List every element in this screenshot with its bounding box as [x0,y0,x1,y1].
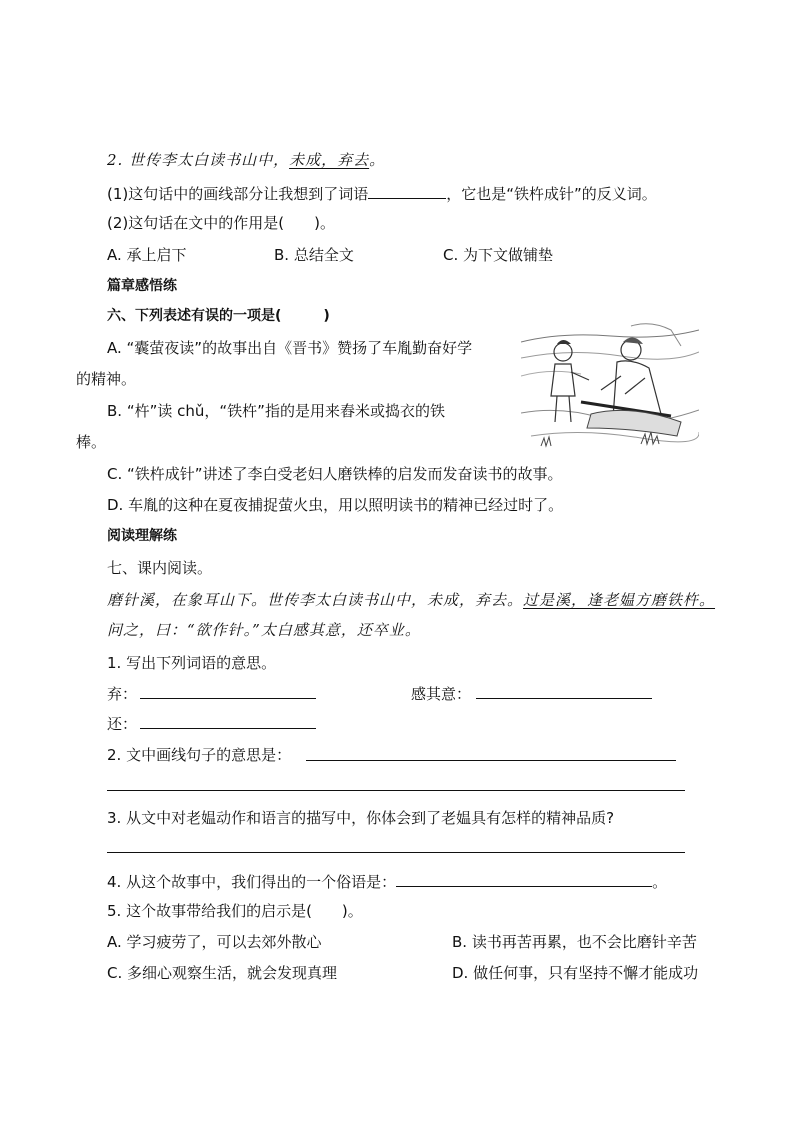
q7-sub4-text: 4. 从这个故事中，我们得出的一个俗语是： [107,873,397,891]
q6-title: 六、下列表述有误的一项是( ) [107,308,330,324]
q2-option-b[interactable]: B. 总结全文 [274,246,354,264]
word-ganqiyi-blank[interactable] [476,698,652,699]
q2-stem [107,150,385,170]
section-heading-reading: 阅读理解练 [107,528,177,544]
q6-option-b-line1[interactable]: B. “杵”读 chǔ，“铁杵”指的是用来舂米或捣衣的铁 [107,402,445,420]
q2-underlined-phrase: 未成，弃去 [289,151,370,169]
q7-sub4-blank[interactable] [396,870,652,887]
q7-sub2-blank[interactable] [306,760,676,761]
q2-prefix: 2. 世传李太白读书山中， [107,151,290,169]
word-qi-blank[interactable] [140,698,316,699]
q6-option-a-line1[interactable]: A. “囊萤夜读”的故事出自《晋书》赞扬了车胤勤奋好学 [107,339,473,357]
q2-option-a[interactable]: A. 承上启下 [107,246,187,264]
q7-passage-line1 [107,590,715,610]
q2-part2: (2)这句话在文中的作用是( )。 [107,214,335,232]
q7-sub3-blank[interactable] [107,852,685,853]
q2-part1-blank[interactable] [368,182,446,199]
q7-option-c[interactable]: C. 多细心观察生活，就会发现真理 [107,964,338,982]
q6-option-c[interactable]: C. “铁杵成针”讲述了李白受老妇人磨铁棒的启发而发奋读书的故事。 [107,465,563,483]
q7-option-b[interactable]: B. 读书再苦再累，也不会比磨针辛苦 [452,933,697,951]
q2-option-c[interactable]: C. 为下文做铺垫 [443,246,554,264]
word-huan-blank[interactable] [140,728,316,729]
q7-sub4 [107,870,667,892]
q7-sub2: 2. 文中画线句子的意思是： [107,746,292,764]
q6-option-d[interactable]: D. 车胤的这种在夏夜捕捉萤火虫，用以照明读书的精神已经过时了。 [107,496,564,514]
q7-sub1: 1. 写出下列词语的意思。 [107,654,277,672]
q7-sub5: 5. 这个故事带给我们的启示是( )。 [107,902,363,920]
q7-option-a[interactable]: A. 学习疲劳了，可以去郊外散心 [107,933,322,951]
story-illustration [521,318,699,454]
q7-sub4-end: 。 [652,873,668,891]
word-huan-label: 还： [107,715,138,733]
q6-option-a-line2: 的精神。 [76,370,137,388]
word-ganqiyi-label: 感其意： [411,685,472,703]
q2-part1 [107,182,657,204]
q7-passage-line2: 问之，曰：“欲作针。”太白感其意，还卒业。 [107,621,421,639]
q6-option-b-line2: 棒。 [76,433,107,451]
q7-title: 七、课内阅读。 [107,559,213,577]
q7-passage-text: 磨针溪，在象耳山下。世传李太白读书山中，未成，弃去。 [107,591,524,609]
word-qi-label: 弃： [107,685,138,703]
q2-part1-text: (1)这句话中的画线部分让我想到了词语 [107,185,369,203]
q2-suffix: 。 [369,151,386,169]
section-heading-piece: 篇章感悟练 [107,278,177,294]
q7-sub3: 3. 从文中对老媪动作和语言的描写中，你体会到了老媪具有怎样的精神品质? [107,809,615,827]
q7-sub2-blank-line2[interactable] [107,790,685,791]
q2-part1-text-after: ，它也是“铁杵成针”的反义词。 [446,185,657,203]
q7-option-d[interactable]: D. 做任何事，只有坚持不懈才能成功 [452,964,699,982]
q7-passage-underlined: 过是溪，逢老媪方磨铁杵。 [523,591,716,609]
